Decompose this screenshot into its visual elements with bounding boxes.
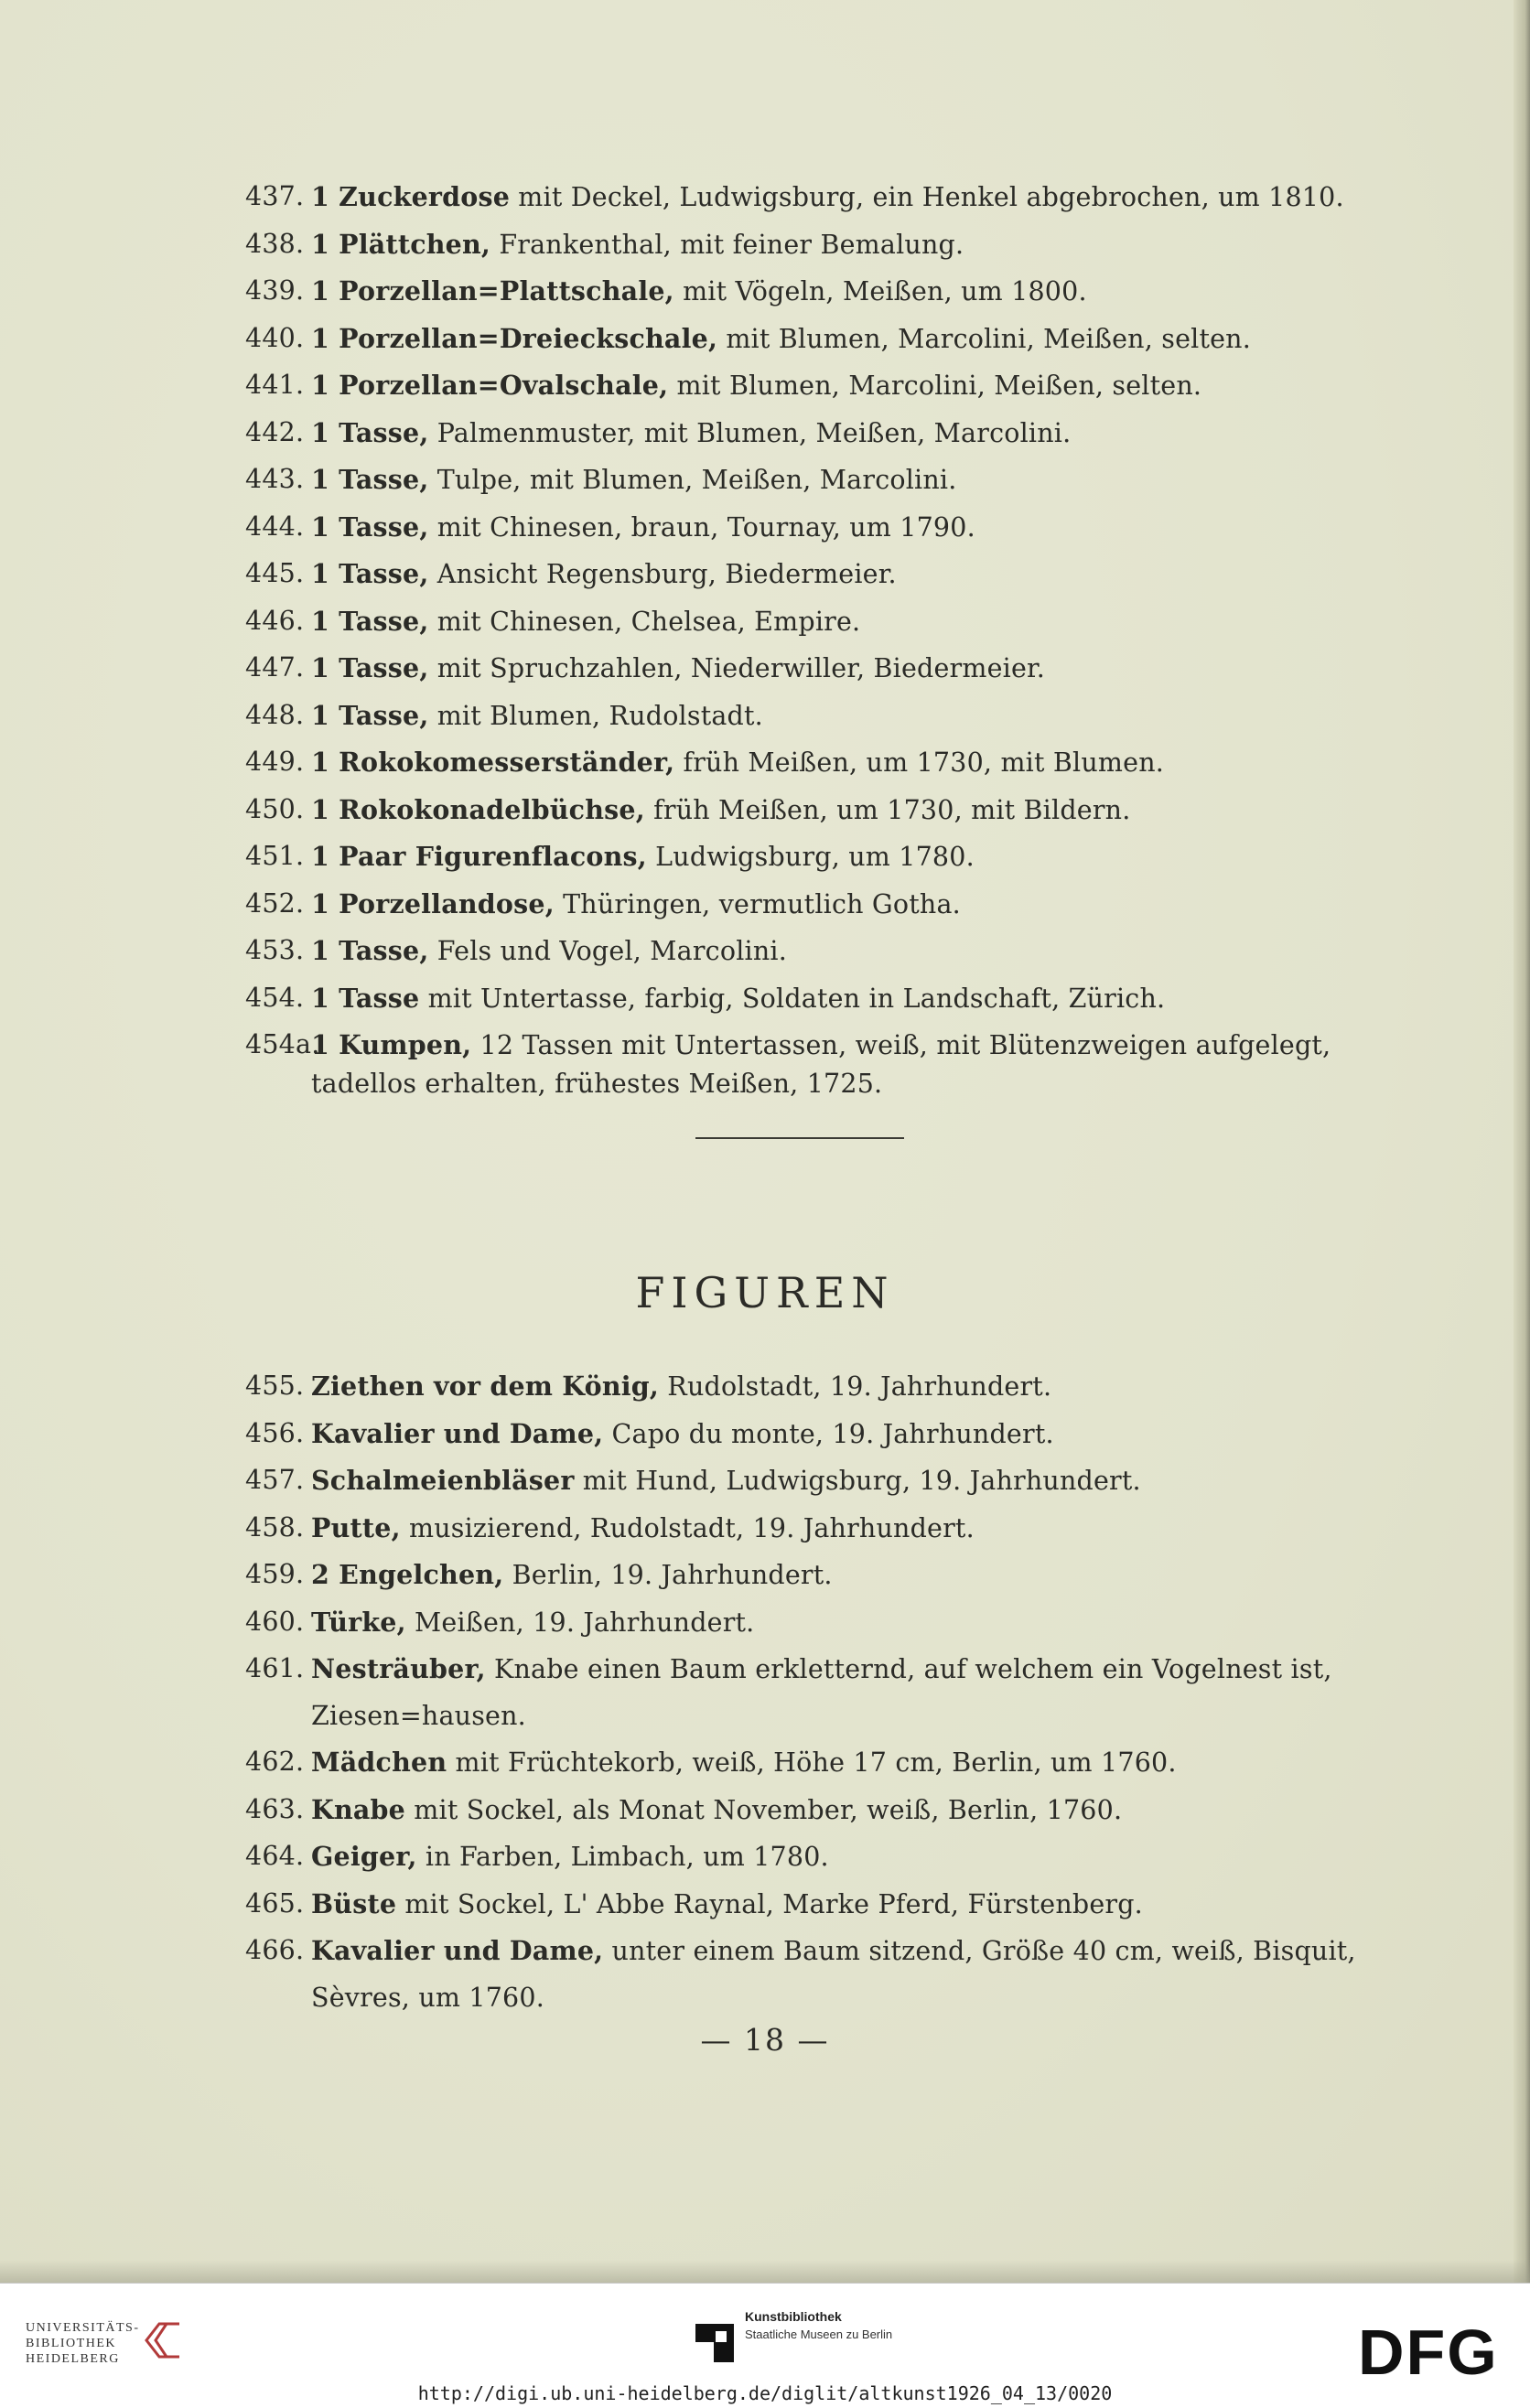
- catalog-list-figures: [245, 1363, 1362, 2021]
- catalog-entry: [245, 410, 1362, 457]
- catalog-entry: [245, 221, 1362, 269]
- entry-item-name: 1 Plättchen,: [311, 228, 491, 260]
- catalog-entry: [245, 1881, 1362, 1929]
- entry-item-name: Türke,: [311, 1606, 406, 1638]
- entry-description: mit Blumen, Rudolstadt.: [428, 700, 763, 731]
- entry-item-name: Geiger,: [311, 1841, 417, 1872]
- entry-text: [311, 221, 1362, 269]
- kb-title: Kunstbibliothek: [745, 2309, 842, 2324]
- uni-logo-line-1: UNIVERSITÄTS-: [26, 2321, 140, 2335]
- catalog-entry: [245, 268, 1362, 316]
- entry-item-name: 1 Tasse,: [311, 558, 429, 589]
- uni-logo-line-3: HEIDELBERG: [26, 2352, 120, 2366]
- entry-description: mit Vögeln, Meißen, um 1800.: [673, 276, 1087, 306]
- entry-text: [311, 362, 1362, 410]
- section-heading: FIGUREN: [635, 1268, 895, 1317]
- entry-description: mit Chinesen, Chelsea, Empire.: [428, 606, 861, 637]
- entry-description: Ansicht Regensburg, Biedermeier.: [428, 559, 897, 589]
- entry-description: unter einem Baum sitzend, Größe 40 cm, weiß, Bisquit, Sèvres, um 1760.: [311, 1936, 1356, 2013]
- entry-item-name: Kavalier und Dame,: [311, 1417, 604, 1449]
- catalog-list-porcelain: [245, 174, 1362, 1107]
- entry-item-name: 1 Paar Figurenflacons,: [311, 841, 647, 872]
- entry-number: 442.: [245, 416, 305, 447]
- entry-description: mit Blumen, Marcolini, Meißen, selten.: [668, 371, 1202, 401]
- entry-text: [311, 739, 1362, 787]
- entry-number: 452.: [245, 887, 305, 919]
- entry-text: [311, 928, 1362, 975]
- entry-number: 458.: [245, 1511, 305, 1543]
- catalog-entry: [245, 1411, 1362, 1458]
- entry-number: 460.: [245, 1606, 305, 1637]
- entry-description: Fels und Vogel, Marcolini.: [428, 936, 787, 966]
- entry-text: [311, 1411, 1362, 1458]
- catalog-entry: [245, 881, 1362, 929]
- catalog-entry: [245, 362, 1362, 410]
- entry-description: Ludwigsburg, um 1780.: [646, 842, 975, 872]
- section-divider: [695, 1137, 904, 1139]
- entry-description: in Farben, Limbach, um 1780.: [416, 1842, 829, 1872]
- page-number: — 18 —: [700, 2022, 830, 2058]
- entry-text: [311, 1363, 1362, 1411]
- entry-item-name: 1 Tasse,: [311, 511, 429, 543]
- entry-description: Frankenthal, mit feiner Bemalung.: [490, 229, 964, 260]
- entry-item-name: 1 Porzellan=Dreieckschale,: [311, 322, 718, 354]
- catalog-entry: [245, 928, 1362, 975]
- entry-text: [311, 787, 1362, 834]
- entry-number: 454a.: [245, 1029, 320, 1059]
- entry-text: [311, 504, 1362, 552]
- entry-item-name: 1 Tasse,: [311, 935, 429, 966]
- catalog-entry: [245, 551, 1362, 598]
- entry-item-name: Putte,: [311, 1511, 401, 1543]
- entry-text: [311, 410, 1362, 457]
- entry-number: 451.: [245, 841, 305, 871]
- entry-number: 456.: [245, 1417, 305, 1448]
- entry-text: [311, 1739, 1362, 1787]
- catalog-entry: [245, 1552, 1362, 1599]
- heidelberg-mark-icon: [139, 2315, 187, 2366]
- entry-description: mit Deckel, Ludwigsburg, ein Henkel abgebrochen, um 1810.: [510, 182, 1344, 212]
- entry-number: 444.: [245, 511, 305, 542]
- catalog-entry: [245, 598, 1362, 646]
- catalog-entry: [245, 1787, 1362, 1834]
- catalog-entry: [245, 1739, 1362, 1787]
- entry-text: [311, 1646, 1362, 1739]
- entry-number: 464.: [245, 1841, 305, 1871]
- entry-text: [311, 1928, 1362, 2021]
- entry-item-name: Mädchen: [311, 1747, 447, 1778]
- entry-number: 443.: [245, 464, 305, 494]
- entry-text: [311, 1552, 1362, 1599]
- entry-item-name: Schalmeienbläser: [311, 1465, 575, 1496]
- entry-item-name: 1 Rokokonadelbüchse,: [311, 793, 645, 825]
- entry-number: 461.: [245, 1653, 305, 1683]
- entry-text: [311, 1599, 1362, 1647]
- entry-text: [311, 1457, 1362, 1505]
- entry-number: 445.: [245, 558, 305, 588]
- catalog-entry: [245, 504, 1362, 552]
- entry-text: [311, 551, 1362, 598]
- entry-number: 463.: [245, 1793, 305, 1824]
- entry-text: [311, 598, 1362, 646]
- catalog-entry: [245, 1833, 1362, 1881]
- entry-description: früh Meißen, um 1730, mit Bildern.: [644, 794, 1131, 825]
- entry-text: [311, 693, 1362, 740]
- entry-item-name: 1 Tasse,: [311, 605, 429, 637]
- entry-description: mit Sockel, L' Abbe Raynal, Marke Pferd, Fürstenberg.: [396, 1888, 1143, 1919]
- entry-description: mit Untertasse, farbig, Soldaten in Landschaft, Zürich.: [419, 983, 1166, 1014]
- entry-number: 447.: [245, 652, 305, 683]
- kb-subtitle: Staatliche Museen zu Berlin: [745, 2327, 893, 2341]
- entry-item-name: 1 Zuckerdose: [311, 181, 511, 212]
- entry-description: Capo du monte, 19. Jahrhundert.: [603, 1418, 1054, 1449]
- catalog-entry: [245, 1646, 1362, 1739]
- entry-description: 12 Tassen mit Untertassen, weiß, mit Blütenzweigen aufgelegt, tadellos erhalten, frühestes Meißen, 1725.: [311, 1030, 1331, 1099]
- catalog-entry: [245, 457, 1362, 504]
- entry-number: 455.: [245, 1371, 305, 1401]
- entry-number: 450.: [245, 793, 305, 824]
- entry-item-name: 2 Engelchen,: [311, 1559, 504, 1590]
- entry-text: [311, 1505, 1362, 1553]
- source-url[interactable]: http://digi.ub.uni-heidelberg.de/diglit/altkunst1926_04_13/0020: [417, 2382, 1113, 2404]
- entry-item-name: Nesträuber,: [311, 1653, 486, 1684]
- heidelberg-library-logo: [26, 2320, 140, 2367]
- entry-number: 440.: [245, 322, 305, 353]
- catalog-entry: [245, 1599, 1362, 1647]
- catalog-entry: [245, 645, 1362, 693]
- entry-item-name: 1 Porzellandose,: [311, 887, 555, 919]
- entry-description: Berlin, 19. Jahrhundert.: [503, 1560, 833, 1590]
- entry-text: [311, 1787, 1362, 1834]
- catalog-entry: [245, 833, 1362, 881]
- entry-text: [311, 316, 1362, 363]
- entry-item-name: 1 Porzellan=Plattschale,: [311, 275, 674, 306]
- entry-number: 438.: [245, 228, 305, 259]
- entry-description: Rudolstadt, 19. Jahrhundert.: [659, 1371, 1052, 1402]
- page-bottom-shadow: [0, 2260, 1530, 2283]
- entry-description: früh Meißen, um 1730, mit Blumen.: [674, 747, 1165, 778]
- entry-number: 448.: [245, 699, 305, 730]
- entry-text: [311, 975, 1362, 1023]
- entry-text: [311, 1833, 1362, 1881]
- dfg-logo: DFG: [1358, 2317, 1499, 2388]
- entry-number: 439.: [245, 275, 305, 306]
- entry-item-name: 1 Rokokomesserständer,: [311, 747, 675, 778]
- entry-item-name: 1 Tasse,: [311, 464, 429, 495]
- catalog-entry: [245, 316, 1362, 363]
- entry-description: mit Früchtekorb, weiß, Höhe 17 cm, Berlin, um 1760.: [447, 1747, 1177, 1778]
- entry-description: musizierend, Rudolstadt, 19. Jahrhundert.: [400, 1512, 975, 1543]
- entry-number: 459.: [245, 1559, 305, 1589]
- catalog-entry: [245, 1928, 1362, 2021]
- entry-description: mit Blumen, Marcolini, Meißen, selten.: [717, 323, 1251, 354]
- entry-text: [311, 174, 1362, 221]
- entry-text: [311, 457, 1362, 504]
- catalog-entry: [245, 1363, 1362, 1411]
- entry-description: Palmenmuster, mit Blumen, Meißen, Marcolini.: [428, 417, 1072, 448]
- entry-number: 441.: [245, 370, 305, 400]
- entry-description: Tulpe, mit Blumen, Meißen, Marcolini.: [428, 465, 957, 495]
- entry-text: [311, 268, 1362, 316]
- entry-item-name: 1 Tasse,: [311, 652, 429, 683]
- catalog-entry: [245, 739, 1362, 787]
- entry-item-name: Büste: [311, 1887, 397, 1919]
- entry-item-name: 1 Porzellan=Ovalschale,: [311, 370, 669, 401]
- entry-number: 453.: [245, 935, 305, 965]
- entry-description: Meißen, 19. Jahrhundert.: [405, 1607, 755, 1638]
- entry-number: 457.: [245, 1465, 305, 1495]
- entry-number: 446.: [245, 605, 305, 636]
- entry-description: mit Sockel, als Monat November, weiß, Berlin, 1760.: [405, 1794, 1123, 1825]
- kunstbibliothek-icon: [695, 2324, 734, 2362]
- entry-item-name: 1 Tasse,: [311, 416, 429, 448]
- catalog-entry: [245, 1457, 1362, 1505]
- entry-number: 437.: [245, 181, 305, 211]
- entry-description: Thüringen, vermutlich Gotha.: [554, 888, 961, 919]
- entry-description: mit Spruchzahlen, Niederwiller, Biedermeier.: [428, 653, 1045, 683]
- entry-item-name: 1 Tasse: [311, 982, 420, 1014]
- entry-item-name: 1 Kumpen,: [311, 1029, 472, 1060]
- entry-text: [311, 1881, 1362, 1929]
- uni-logo-line-2: BIBLIOTHEK: [26, 2337, 116, 2350]
- entry-item-name: Kavalier und Dame,: [311, 1935, 604, 1966]
- entry-item-name: Ziethen vor dem König,: [311, 1371, 660, 1402]
- entry-text: [311, 881, 1362, 929]
- entry-description: Knabe einen Baum erkletternd, auf welchem ein Vogelnest ist, Ziesen=hausen.: [311, 1654, 1332, 1731]
- catalog-entry: [245, 787, 1362, 834]
- footer-divider: [0, 2283, 1530, 2284]
- catalog-entry: [245, 174, 1362, 221]
- entry-number: 462.: [245, 1747, 305, 1777]
- catalog-entry: [245, 975, 1362, 1023]
- catalog-entry: [245, 1022, 1362, 1107]
- kunstbibliothek-logo: [695, 2309, 892, 2362]
- entry-item-name: 1 Tasse,: [311, 699, 429, 731]
- page-edge-shadow: [1514, 0, 1530, 2283]
- entry-text: [311, 645, 1362, 693]
- catalog-entry: [245, 1505, 1362, 1553]
- catalog-entry: [245, 693, 1362, 740]
- entry-number: 465.: [245, 1887, 305, 1919]
- entry-description: mit Chinesen, braun, Tournay, um 1790.: [428, 511, 975, 543]
- entry-text: [311, 833, 1362, 881]
- entry-number: 454.: [245, 982, 305, 1013]
- entry-item-name: Knabe: [311, 1793, 406, 1825]
- entry-number: 449.: [245, 747, 305, 777]
- entry-number: 466.: [245, 1935, 305, 1965]
- entry-description: mit Hund, Ludwigsburg, 19. Jahrhundert.: [574, 1466, 1141, 1496]
- entry-text: [311, 1022, 1362, 1107]
